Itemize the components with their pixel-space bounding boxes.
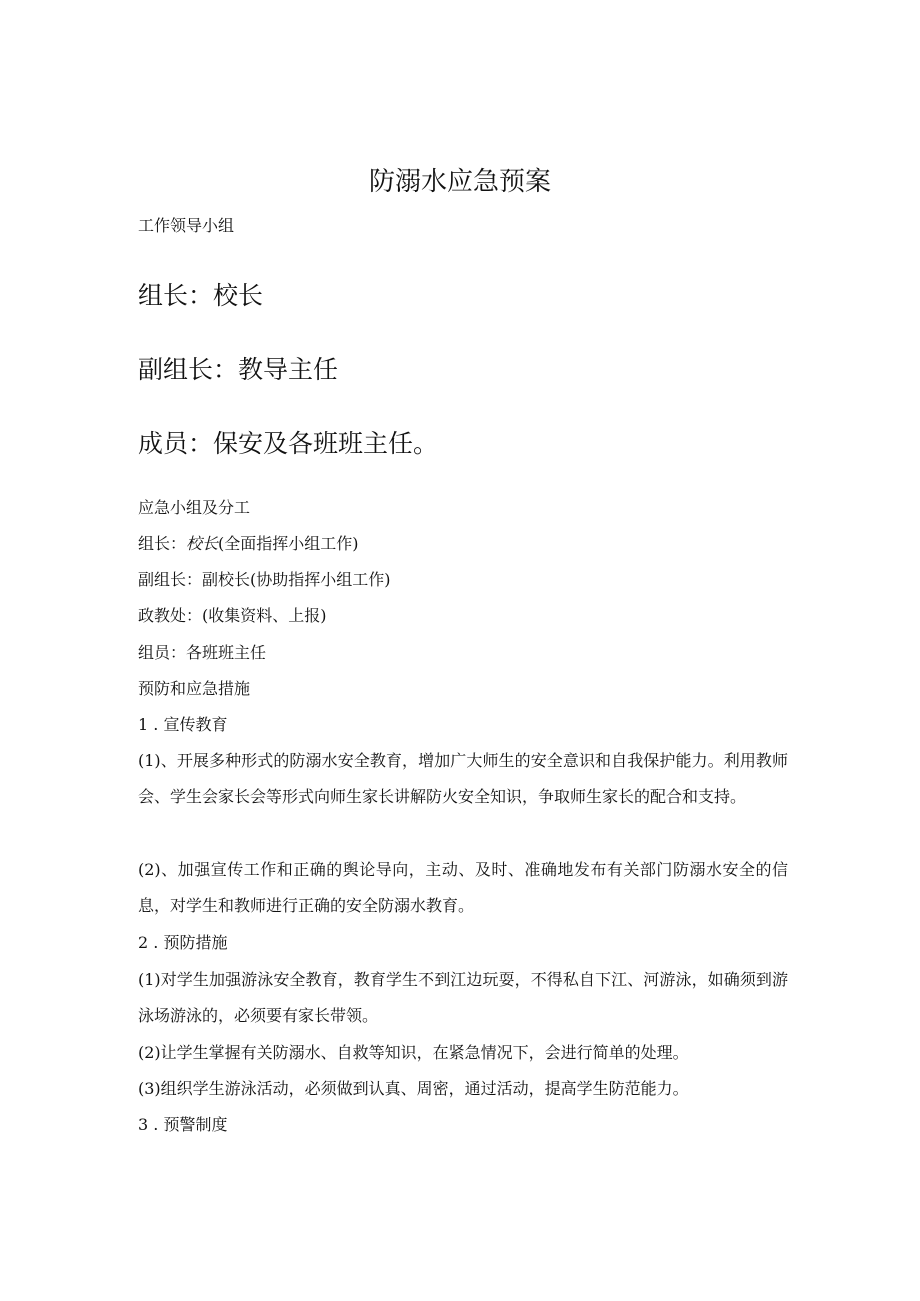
section-2-title: 2 . 预防措施 <box>138 933 228 952</box>
emergency-leader-duty: (全面指挥小组工作) <box>218 534 359 553</box>
leadership-members: 成员：保安及各班班主任。 <box>138 429 439 458</box>
leadership-leader: 组长：校长 <box>138 281 264 310</box>
section-1-item-1: (1)、开展多种形式的防溺水安全教育，增加广大师生的安全意识和自我保护能力。利用教师会、学生会家长会等形式向师生家长讲解防火安全知识，争取师生家长的配合和支持。 <box>138 751 788 806</box>
section-1-title: 1 . 宣传教育 <box>138 715 228 734</box>
emergency-leader-name: 校长 <box>186 534 219 553</box>
document-title: 防溺水应急预案 <box>368 167 551 197</box>
measures-heading: 预防和应急措施 <box>138 679 251 698</box>
section-3-title: 3 . 预警制度 <box>138 1115 228 1134</box>
emergency-group-members: 组员：各班班主任 <box>138 643 267 662</box>
section-2-item-2: (2)让学生掌握有关防溺水、自救等知识，在紧急情况下，会进行简单的处理。 <box>138 1043 689 1062</box>
section-2-item-1: (1)对学生加强游泳安全教育，教育学生不到江边玩耍，不得私自下江、河游泳，如确须到游泳场游泳的，必须要有家长带领。 <box>138 970 788 1025</box>
section-1-item-2: (2)、加强宣传工作和正确的舆论导向，主动、及时、准确地发布有关部门防溺水安全的信息，对学生和教师进行正确的安全防溺水教育。 <box>138 860 788 915</box>
section-2-item-3: (3)组织学生游泳活动，必须做到认真、周密，通过活动，提高学生防范能力。 <box>138 1079 689 1098</box>
leadership-deputy: 副组长：教导主任 <box>138 355 339 384</box>
leadership-heading: 工作领导小组 <box>138 216 235 235</box>
emergency-group-deputy: 副组长：副校长(协助指挥小组工作) <box>138 570 391 589</box>
emergency-group-heading: 应急小组及分工 <box>138 498 251 517</box>
emergency-leader-label: 组长： <box>138 534 187 553</box>
emergency-group-office: 政教处：(收集资料、上报) <box>138 606 327 625</box>
emergency-group-leader <box>138 533 359 555</box>
